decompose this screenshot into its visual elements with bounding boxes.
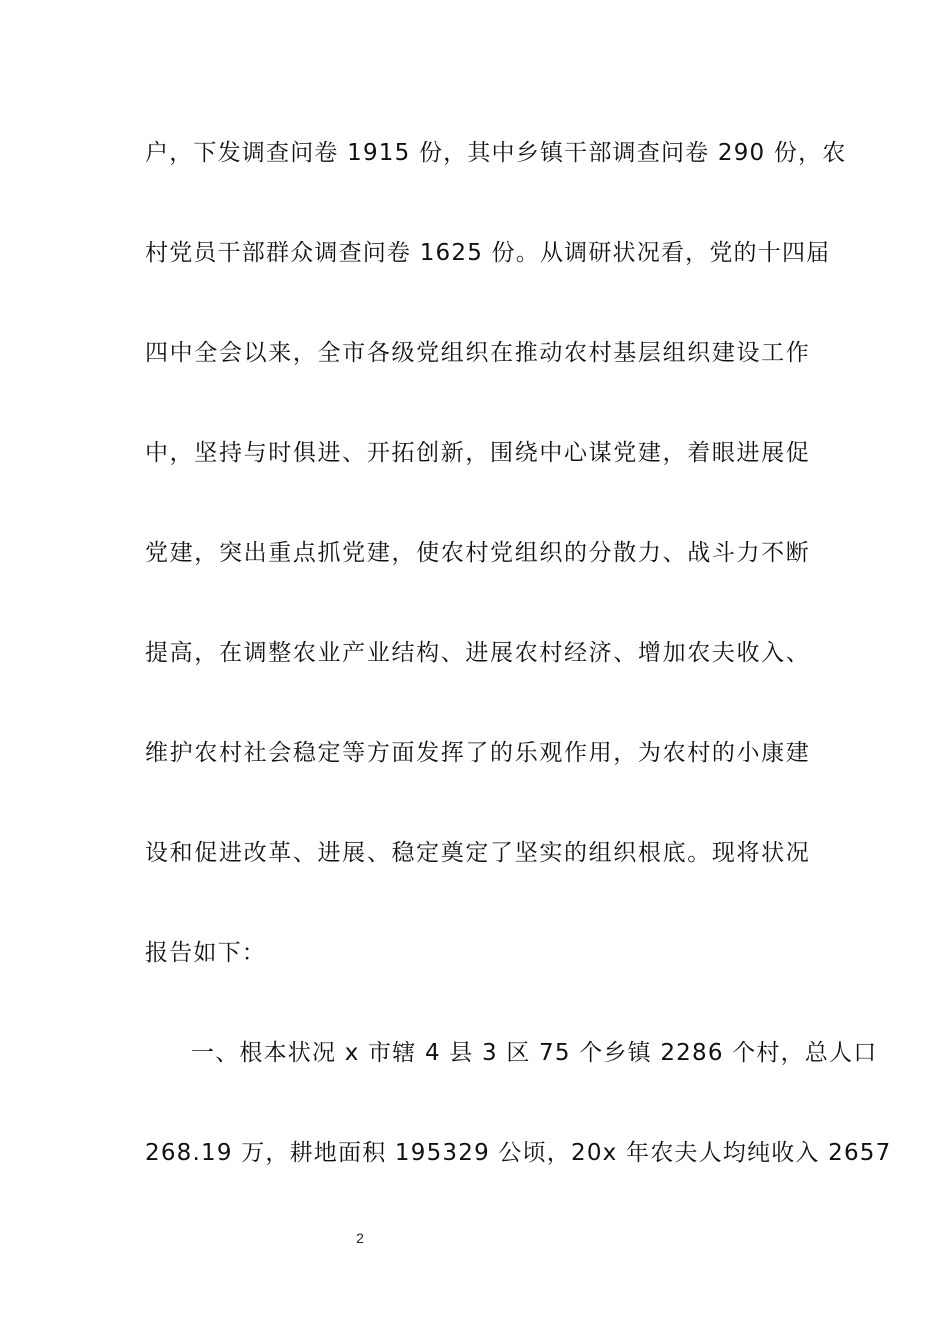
text-line: 户，下发调查问卷 1915 份，其中乡镇干部调查问卷 290 份，农 xyxy=(145,140,847,166)
body-text xyxy=(145,128,892,1228)
text-line: 四中全会以来，全市各级党组织在推动农村基层组织建设工作 xyxy=(145,340,810,366)
text-line: 中，坚持与时俱进、开拓创新，围绕中心谋党建，着眼进展促 xyxy=(145,440,810,466)
text-line: 提高，在调整农业产业结构、进展农村经济、增加农夫收入、 xyxy=(145,640,810,666)
text-line: 设和促进改革、进展、稳定奠定了坚实的组织根底。现将状况 xyxy=(145,840,810,866)
section-heading-line: 一、根本状况 x 市辖 4 县 3 区 75 个乡镇 2286 个村，总人口 xyxy=(191,1040,878,1066)
page-number: 2 xyxy=(356,1230,364,1246)
text-line: 报告如下： xyxy=(145,940,266,966)
text-line: 268.19 万，耕地面积 195329 公顷，20x 年农夫人均纯收入 2657 xyxy=(145,1140,892,1166)
text-line: 维护农村社会稳定等方面发挥了的乐观作用，为农村的小康建 xyxy=(145,740,810,766)
text-line: 村党员干部群众调查问卷 1625 份。从调研状况看，党的十四届 xyxy=(145,240,831,266)
text-line: 党建，突出重点抓党建，使农村党组织的分散力、战斗力不断 xyxy=(145,540,810,566)
